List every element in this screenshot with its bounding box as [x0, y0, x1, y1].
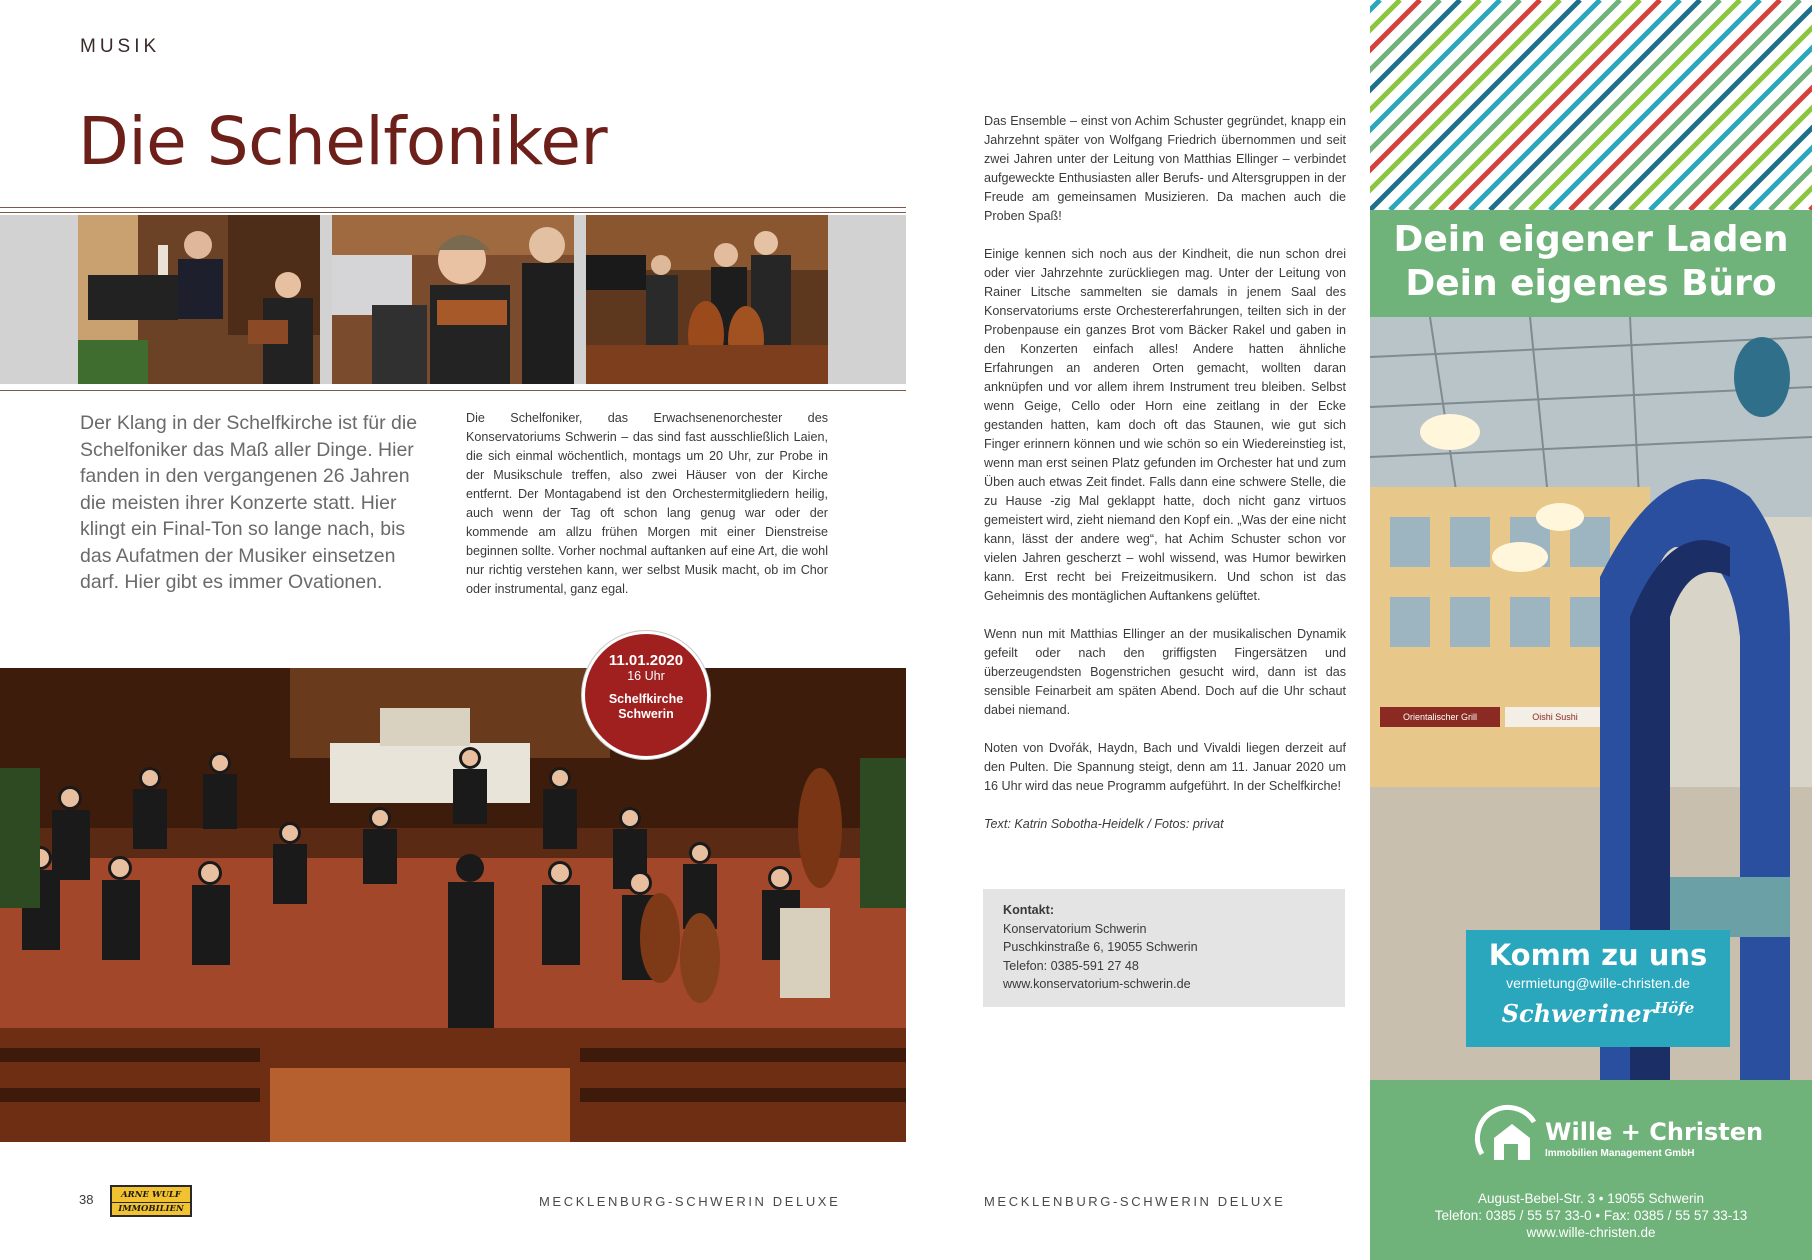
- magazine-name-right: MECKLENBURG-SCHWERIN DELUXE: [984, 1194, 1286, 1209]
- shop-sign-sushi: Oishi Sushi: [1532, 712, 1578, 722]
- ad-phones: Telefon: 0385 / 55 57 33-0 • Fax: 0385 / 55 57 33-13: [1434, 1208, 1748, 1223]
- divider-top-2: [0, 212, 906, 213]
- shop-sign-grill: Orientalischer Grill: [1402, 712, 1478, 722]
- wille-christen-house-icon: [1474, 1104, 1544, 1174]
- event-date-badge: [582, 631, 710, 759]
- article-paragraph: Einige kennen sich noch aus der Kindheit, die nun schon drei oder vier Jahrzehnte zurückliegen mag. Unter der Leitung von Rainer Litsche sammelten sie damals in jenem Saal des Konservatoriums erste Orchestererfahrungen, teilten sich in der Probenpause ein ganzes Brot vom Bäcker Rakel und gaben in den Konzerten einfach alles! Andere hatten ähnliche Erfahrungen an anderen Orten gemacht, wollten daran anknüpfen und vor allem ihrem Instrument treu bleiben. Selbst wenn Geige, Cello oder Horn eine zeitlang in der Ecke gestanden hatten, kam doch oft das Staunen, wie gut sich Finger erinnern können und wie schön so ein Wiedereinstieg ist, wenn man erst seinen Platz gefunden im Orchester hat und zum Üben auch etwas Zeit findet. Falls dann eine schwere Stelle, die zu Hause -zig Mal geklappt hatte, doch nicht ganz virtuos gemeistert wird, zieht niemand den Kopf ein. „Was der eine nicht kann, lässt der andere weg“, hat Achim Schuster schon vor vielen Jahren gescherzt – wohl wissend, was Humor bewirken kann. Erst recht bei Freizeitmusikern. Und schon ist das Geheimnis des montäglichen Auftankens gelüftet.: [984, 247, 1346, 603]
- article-paragraph: Die Schelfoniker, das Erwachsenenorchester des Konservatoriums Schwerin – das sind fast ausschließlich Laien, die sich einmal wöchentlich, montags um 20 Uhr, zur Probe in der Musikschule treffen, also zwei Häuser von der Kirche entfernt. Der Montagabend ist den Orchestermitgliedern heilig, auch wenn der Tag oft schon lang genug war oder der kommende am allzu frühen Morgen mit einer Dienstreise beginnen sollte. Vorher nochmal auftanken auf eine Art, die wohl nur richtig verstehen kann, wer selbst Musik macht, ob im Chor oder instrumental, ganz egal.: [466, 411, 828, 596]
- contact-street: Puschkinstraße 6, 19055 Schwerin: [1003, 940, 1198, 954]
- contact-name: Konservatorium Schwerin: [1003, 921, 1147, 936]
- logo-brand: Schweriner: [1501, 999, 1655, 1028]
- photo-cellists: [586, 215, 828, 384]
- logo-line-1: ARNE WULF: [121, 1190, 181, 1200]
- ad-email[interactable]: vermietung@wille-christen.de: [1506, 975, 1690, 991]
- page-number: 38: [79, 1192, 94, 1207]
- ad-headline-1: Dein eigener Laden: [1393, 219, 1789, 260]
- contact-phone: Telefon: 0385-591 27 48: [1003, 958, 1139, 973]
- photo-oboist: [78, 215, 320, 384]
- magazine-name-left: MECKLENBURG-SCHWERIN DELUXE: [539, 1194, 841, 1209]
- photo-violinists: [332, 215, 574, 384]
- stripe-pattern: [1370, 0, 1812, 210]
- ad-address: August-Bebel-Str. 3 • 19055 Schwerin: [1477, 1191, 1705, 1206]
- contact-website[interactable]: www.konservatorium-schwerin.de: [1003, 977, 1191, 991]
- logo-line-2: IMMOBILIEN: [112, 1202, 190, 1216]
- divider-top: [0, 207, 906, 208]
- ad-headline-2: Dein eigenes Büro: [1405, 263, 1777, 304]
- ad-headline: [1370, 210, 1812, 317]
- divider-bottom: [0, 390, 906, 391]
- concert-photo: [0, 668, 906, 1142]
- article-column-2: [984, 112, 1346, 853]
- logo-brand-sup: Höfe: [1654, 999, 1695, 1017]
- article-paragraph: Noten von Dvořák, Haydn, Bach und Vivaldi liegen derzeit auf den Pulten. Die Spannung steigt, denn am 11. Januar 2020 um 16 Uhr wird das neue Programm aufgeführt. In der Schelfkirche!: [984, 741, 1346, 793]
- company-name: Wille + Christen: [1545, 1118, 1764, 1146]
- ad-website[interactable]: www.wille-christen.de: [1526, 1225, 1656, 1240]
- badge-venue: Schelfkirche: [608, 692, 684, 706]
- badge-city: Schwerin: [618, 707, 674, 721]
- article-column-1: [466, 409, 828, 599]
- badge-date: 11.01.2020: [608, 652, 684, 669]
- ad-cta-title: Komm zu uns: [1488, 938, 1708, 972]
- article-paragraph: Wenn nun mit Matthias Ellinger an der musikalischen Dynamik gefeilt oder nach den griffigsten Fingersätzen und überzeugendsten Bogenstrichen gesucht wird, dann ist das sensible Feinarbeit am späten Abend. Doch auf die Uhr schaut dabei niemand.: [984, 627, 1346, 717]
- lead-paragraph: Der Klang in der Schelfkirche ist für die Schelfoniker das Maß aller Dinge. Hier fanden in den vergangenen 26 Jahren die meisten ihrer Konzerte statt. Hier klingt ein Final-Ton so lange nach, bis das Aufatmen der Musiker einsetzen darf. Hier gibt es immer Ovationen.: [80, 412, 418, 593]
- ad-cta-box[interactable]: [1466, 930, 1730, 1047]
- company-subtitle: Immobilien Management GmbH: [1545, 1148, 1695, 1159]
- ad-address-block: [1370, 1190, 1812, 1241]
- schweriner-hoefe-logo: [1466, 999, 1730, 1028]
- section-label: MUSIK: [80, 36, 161, 57]
- contact-label: Kontakt:: [1003, 903, 1055, 917]
- article-paragraph: Das Ensemble – einst von Achim Schuster gegründet, knapp ein Jahrzehnt später von Wolfgang Friedrich übernommen und seit zwei Jahren unter der Leitung von Matthias Ellinger – verbindet aufgeweckte Enthusiasten aller Berufs- und Altersgruppen in der Freude am gemeinsamen Musizieren. Da machen auch die Proben Spaß!: [984, 114, 1346, 223]
- contact-box: [983, 889, 1345, 1007]
- photo-credit: Text: Katrin Sobotha-Heidelk / Fotos: privat: [984, 817, 1224, 831]
- page-title: Die Schelfoniker: [78, 103, 608, 180]
- arne-wulf-logo: [110, 1185, 192, 1217]
- badge-time: 16 Uhr: [627, 669, 665, 683]
